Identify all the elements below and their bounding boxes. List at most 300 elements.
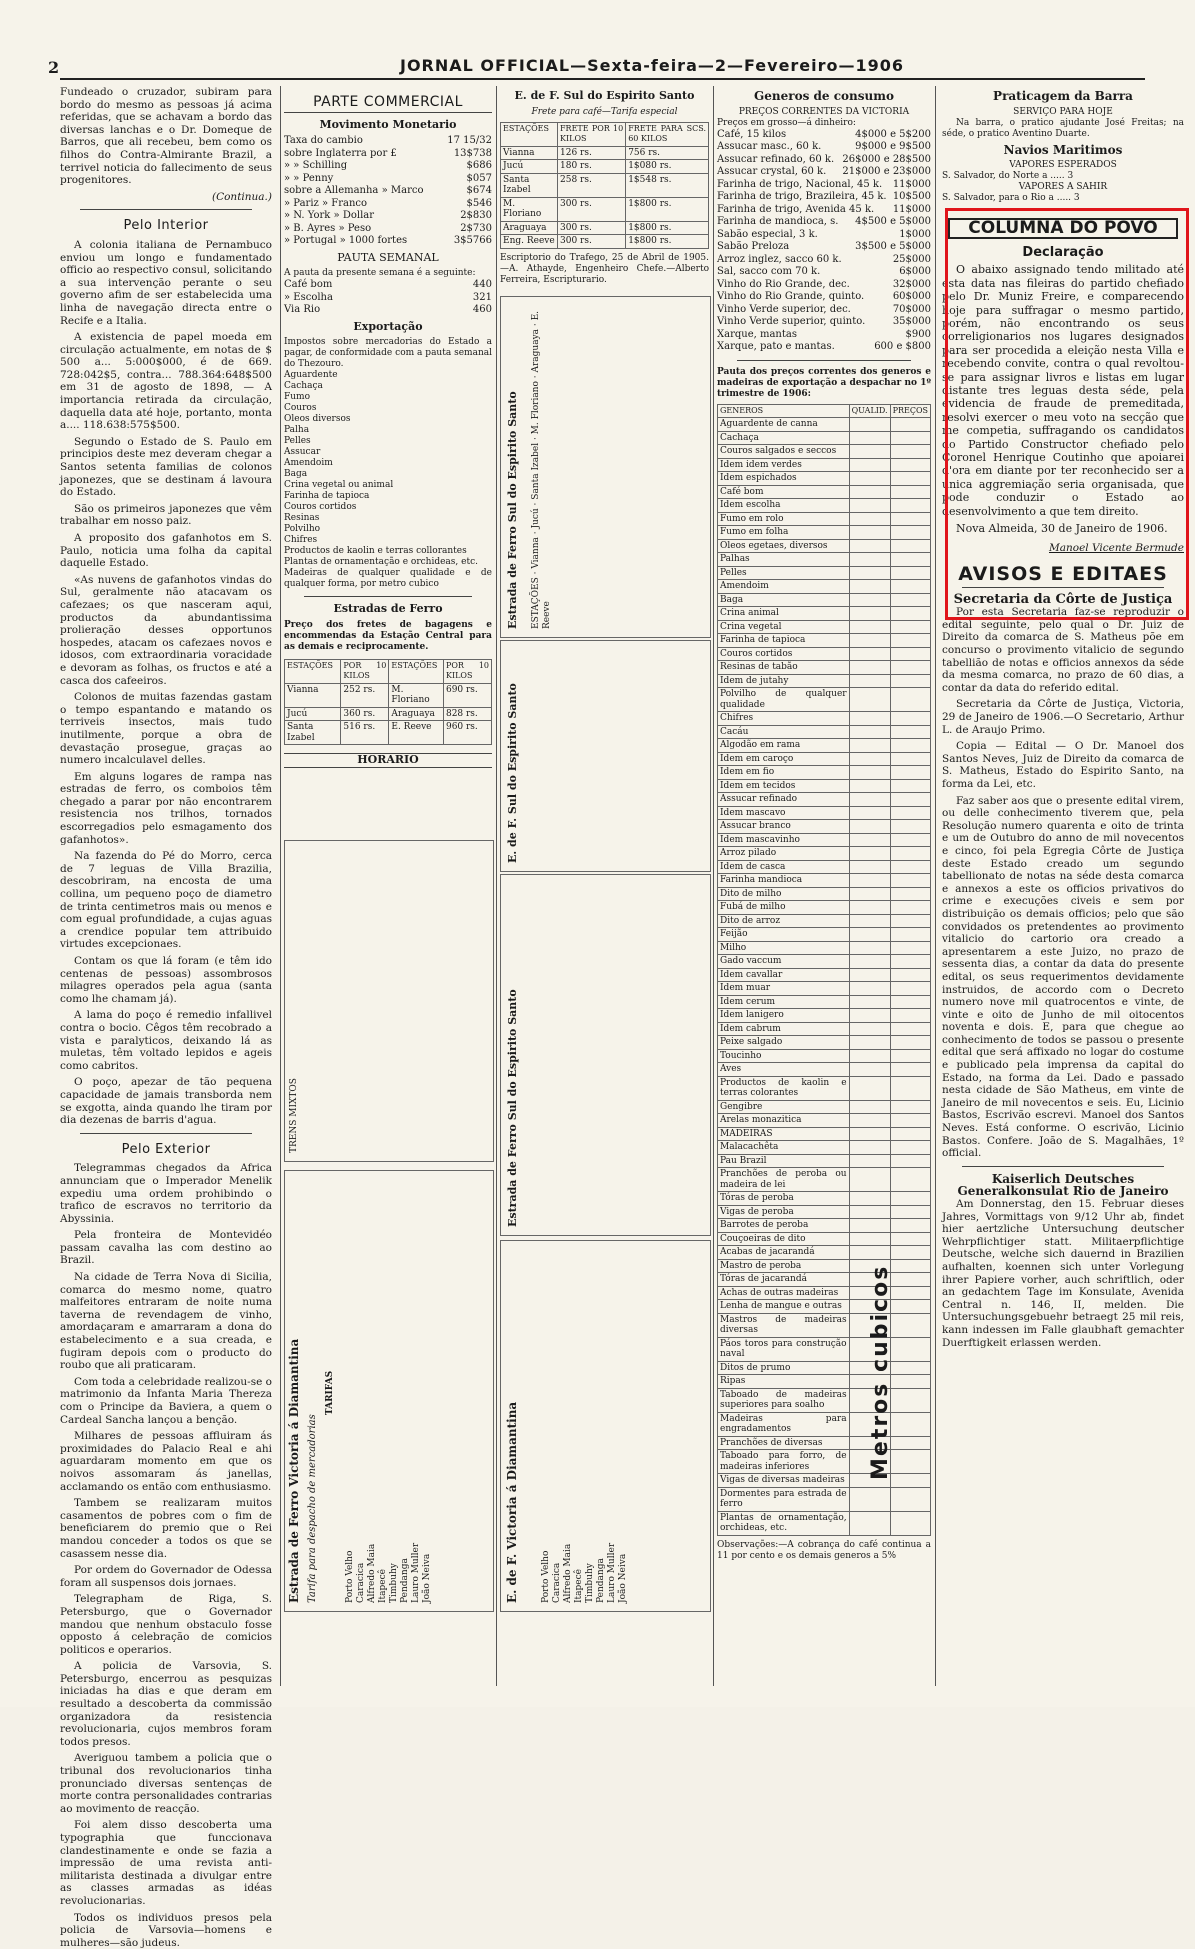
divider <box>962 1166 1164 1167</box>
table-cell: Gengibre <box>718 1100 850 1114</box>
table-cell: Idem em tecidos <box>718 779 850 793</box>
table-cell <box>890 553 930 567</box>
station-name: Timbuhy <box>585 1563 595 1603</box>
table-cell <box>849 793 890 807</box>
price-row <box>717 279 931 292</box>
victoria-passagens-table <box>500 1240 711 1612</box>
pauta-intro: A pauta da presente semana é a seguinte: <box>284 268 476 279</box>
table-row <box>718 539 931 553</box>
page-number: 2 <box>48 58 60 77</box>
table-row <box>718 793 931 807</box>
table-row <box>718 1168 931 1192</box>
table-row <box>718 833 931 847</box>
table-row <box>718 1100 931 1114</box>
table-cell: Dito de arroz <box>718 914 850 928</box>
table-row <box>718 914 931 928</box>
paragraph: Faz saber aos que o presente edital virem, ou delle conhecimento tiverem que, pela Resolução numero quarenta e oito de trinta e um de Outubro do anno de mil novecentos e cinco, foi pela Egregia Côrte de Justiça deste Estado creado um segundo tabellionato de notas na séde desta comarca e annexos a este os officios privativos do crime e execuções civeis e sem por distribuição os demais officios; pelo que são convidados os pretendentes ao provimento vitalicio do cartorio ora creado a apresentarem a este Juizo, no prazo de sessenta dias, a contar da data do presente edital, os seus requerimentos devidamente instruidos, de accordo com o Decreto numero nove mil quatrocentos e vinte, de vinte e oito de Junho de mil oitocentos noventa e dois. E, para que chegue ao conhecimento de todos se passou o presente edital que será affixado no logar do costume e publicado pela imprensa da capital do Estado, na forma da Lei. Dado e passado nesta cidade de São Matheus, em vinte de Janeiro de mil novecentos e seis. Eu, Licinio Bastos, Escrivão escrevi. Manoel dos Santos Neves. Está conforme. O escrivão, Licinio Bastos. Confere. João de S. Magalhães, 1º official. <box>942 794 1184 1160</box>
table-cell <box>849 580 890 594</box>
table-cell: Fumo em folha <box>718 526 850 540</box>
station-name: Lauro Muller <box>607 1542 617 1603</box>
table-cell: Cachaça <box>718 431 850 445</box>
table-cell <box>890 445 930 459</box>
column-rule <box>280 86 281 1686</box>
table-cell: Idem cabrum <box>718 1022 850 1036</box>
item-label: Farinha de mandioca, s. <box>717 216 839 228</box>
station-name: Alfredo Maia <box>563 1543 573 1603</box>
masthead-title: JORNAL OFFICIAL—Sexta-feira—2—Fevereiro—1906 <box>400 56 905 75</box>
table-cell <box>849 739 890 753</box>
table-cell <box>849 820 890 834</box>
item-label: Café bom <box>284 279 333 291</box>
paragraph: O poço, apezar de tão pequena capacidade de jamais transborda nem se exgotta, ainda quando lhe tiram por dia dezenas de barris d'agua. <box>60 1076 272 1127</box>
table-cell <box>890 1049 930 1063</box>
table-cell: Taboado para forro, de madeiras inferiores <box>718 1450 850 1474</box>
paragraph: Tambem se realizaram muitos casamentos de pobres com o fim de beneficiarem do premio que o Rei mandou conceder a todos os que se casassem nesse dia. <box>60 1497 272 1560</box>
masthead-rule <box>60 56 1145 80</box>
paragraph: Colonos de muitas fazendas gastam o tempo espantando e matando os terriveis insectos, mais tudo inutilmente, porque a obra de devastação prosegue, graças ao numero incalculavel delles. <box>60 691 272 767</box>
table-cell <box>849 887 890 901</box>
item-label: Assucar refinado, 60 k. <box>717 153 835 165</box>
table-cell: Tóras de jacarandá <box>718 1273 850 1287</box>
paragraph: A proposito dos gafanhotos em S. Paulo, noticia uma folha da capital daquelle Estado. <box>60 532 272 570</box>
table-cell: Resinas de tabão <box>718 661 850 675</box>
exportacao-item: Couros cortidos <box>284 502 357 513</box>
table-row <box>718 445 931 459</box>
station-list: ESTAÇÕES · Vianna · Jucú · Santa Izabel · M. Floriano · Araguaya · E. Reeve <box>531 310 552 629</box>
table-cell: Vigas de peroba <box>718 1205 850 1219</box>
table-cell <box>849 968 890 982</box>
paragraph: Segundo o Estado de S. Paulo em principios deste mez deveram chegar a Santos setenta familias de colonos japonezes, que se destinam á lavoura do Estado. <box>60 435 272 499</box>
station-name: João Neiva <box>618 1553 628 1603</box>
table-cell <box>890 1100 930 1114</box>
table-row <box>718 1259 931 1273</box>
column-header: FRETE POR 10 KILOS <box>558 122 626 146</box>
table-cell: Idem em caroço <box>718 752 850 766</box>
paragraph: São os primeiros japonezes que vêm trabalhar em nosso paiz. <box>60 502 272 528</box>
navios-heading: Navios Maritimos <box>1003 142 1123 157</box>
table-row <box>718 593 931 607</box>
station-name: Itapecê <box>378 1569 388 1603</box>
table-cell: M. Floriano <box>501 197 558 221</box>
exportacao-item: Productos de kaolin e terras collorantes <box>284 546 467 557</box>
table-cell <box>849 634 890 648</box>
item-label: Vinho Verde superior, quinto. <box>717 316 866 328</box>
table-cell: Arroz pilado <box>718 847 850 861</box>
table-row <box>718 1192 931 1206</box>
table-cell: Oleos egetaes, diversos <box>718 539 850 553</box>
station-name: João Neiva <box>422 1553 432 1603</box>
exportacao-item: Chifres <box>284 535 318 546</box>
table-cell <box>890 968 930 982</box>
paragraph: Por esta Secretaria faz-se reproduzir o edital seguinte, pelo qual o Dr. Juiz de Direito da comarca de S. Matheus põe em concurso o provimento vitalicio de segundo tabellião de notas e officios annexos da séde da mesma comarca, no prazo de 60 dias, a contar da data do referido edital. <box>942 606 1184 694</box>
kaiser-text: Am Donnerstag, den 15. Februar dieses Jahres, Vormittags von 9/12 Uhr ab, findet hier aertzliche Untersuchung deutscher Wehrpflichtiger statt. Militaerpflichtige Deutsche, welche sich dauernd in Brazilien aufhalten, koennen sich unter Vorlegung ihrer Papiere vorher, auch schriftlich, oder an gedachtem Tage im Konsulate, Avenida Central n. 146, II, melden. Die Untersuchungsgebuehr betraegt 25 mil reis, kann indessen im Falle glaubhaft gemachter Duerftigkeit erlassen werden. <box>942 1198 1184 1349</box>
exportacao-item: Pelles <box>284 436 311 447</box>
pauta-heading: PAUTA SEMANAL <box>337 250 439 264</box>
item-label: » Escolha <box>284 291 333 303</box>
price-row <box>717 179 931 192</box>
station-name: Alfredo Maia <box>367 1543 377 1603</box>
table-cell: Barrotes de peroba <box>718 1219 850 1233</box>
table-cell <box>849 725 890 739</box>
table-cell <box>849 847 890 861</box>
praticagem-sub: SERVIÇO PARA HOJE <box>1013 106 1113 117</box>
generos-heading: Generos de consumo <box>754 89 894 103</box>
exterior-article <box>60 1162 272 1949</box>
table-cell <box>849 1076 890 1100</box>
rotated-heading: E. de F. Victoria á Diamantina <box>505 1401 519 1603</box>
table-cell: M. Floriano <box>389 683 444 707</box>
paragraph: Milhares de pessoas affluiram ás proximidades do Palacio Real e ahi aguardaram momento em que os noivos assomaram ás janellas, acclamando os então com enthusiasmo. <box>60 1430 272 1493</box>
table-row <box>718 1232 931 1246</box>
article-text: Fundeado o cruzador, subiram para bordo do mesmo as pessoas já acima referidas, que se achavam a bordo das diversas lanchas e o Dr. Domeque de Barros, que ali recebeu, bem como os filhos do Contra-Almirante Brazil, a terrivel noticia do fallecimento de seus progenitores. <box>60 86 272 187</box>
paragraph: Por ordem do Governador de Odessa foram all suspensos dois jornaes. <box>60 1564 272 1589</box>
table-row <box>718 847 931 861</box>
paragraph: Em alguns logares de rampa nas estradas de ferro, os comboios têm chegado a parar por não encontrarem resistencia nos trilhos, tornados escorregadios pelo esmagamento dos gafanhotos». <box>60 770 272 846</box>
table-row <box>718 1286 931 1300</box>
column-1 <box>60 86 272 1949</box>
table-row <box>718 955 931 969</box>
table-cell: Ditos de prumo <box>718 1361 850 1375</box>
table-cell: 300 rs. <box>558 235 626 249</box>
table-cell <box>890 593 930 607</box>
station-name: Itapecê <box>574 1569 584 1603</box>
table-cell <box>849 1009 890 1023</box>
item-label: Sabão especial, 3 k. <box>717 228 818 240</box>
table-cell: Idem de jutahy <box>718 674 850 688</box>
table-cell: Mastros de madeiras diversas <box>718 1313 850 1337</box>
table-cell <box>890 1205 930 1219</box>
table-cell <box>890 1063 930 1077</box>
table-cell <box>890 1511 930 1535</box>
table-row <box>718 418 931 432</box>
table-cell <box>890 1487 930 1511</box>
table-cell: Dormentes para estrada de ferro <box>718 1487 850 1511</box>
pauta-row <box>284 292 492 305</box>
declaracao-heading: Declaração <box>1022 244 1104 260</box>
column-header: FRETE PARA SCS. 60 KILOS <box>626 122 709 146</box>
price-row <box>717 166 931 179</box>
table-cell: Assucar branco <box>718 820 850 834</box>
vapores-sahir: S. Salvador, para o Rio a ..... 3 <box>942 193 1080 204</box>
table-row <box>718 941 931 955</box>
table-row <box>285 721 492 745</box>
table-cell <box>849 779 890 793</box>
table-cell <box>890 725 930 739</box>
table-cell: Araguaya <box>389 707 444 721</box>
table-cell <box>849 526 890 540</box>
paragraph: Secretaria da Côrte de Justiça, Victoria, 29 de Janeiro de 1906.—O Secretario, Arthur L. de Araujo Primo. <box>942 698 1184 736</box>
horario-table <box>284 840 494 1162</box>
table-cell: Farinha de tapioca <box>718 634 850 648</box>
price-row <box>717 291 931 304</box>
table-cell: E. Reeve <box>389 721 444 745</box>
table-row <box>718 1436 931 1450</box>
table-row <box>718 1219 931 1233</box>
station-name: Pendanga <box>596 1558 606 1603</box>
trens-mixtos-label: TRENS MIXTOS <box>289 1078 299 1153</box>
table-cell <box>849 431 890 445</box>
table-cell <box>890 1168 930 1192</box>
paragraph: Pela fronteira de Montevidéo passam cavalha las com destino ao Brazil. <box>60 1229 272 1267</box>
paragraph: A lama do poço é remedio infallivel contra o bocio. Cêgos têm recobrado a vista e paralyticos, deixando lá as muletas, têm voltado lepidos e ageis como cabritos. <box>60 1009 272 1072</box>
generos-intro: Preços em grosso—á dinheiro: <box>717 117 856 128</box>
table-cell <box>849 661 890 675</box>
cambio-row <box>284 198 492 211</box>
praticagem-text: Na barra, o pratico ajudante José Freitas; na séde, o pratico Aventino Duarte. <box>942 117 1184 139</box>
victoria-heading: Estrada de Ferro Victoria á Diamantina <box>287 1338 301 1603</box>
table-cell <box>890 712 930 726</box>
vapores-esperados-label: VAPORES ESPERADOS <box>1009 160 1117 171</box>
table-cell: Fubá de milho <box>718 901 850 915</box>
paragraph: Na cidade de Terra Nova di Sicilia, comarca do mesmo nome, quatro malfeitores entraram de noite numa taverna de revendagem de vinho, amordaçaram e amarraram a dona do estabelecimento e a sua creada, e fugiram depois com o producto do roubo que ali praticaram. <box>60 1271 272 1372</box>
table-cell: Arelas monazitica <box>718 1114 850 1128</box>
table-row <box>718 1300 931 1314</box>
victoria-sub: Tarifa para despacho de mercadorias <box>307 1414 318 1603</box>
table-cell <box>890 620 930 634</box>
table-cell: Pau Brazil <box>718 1154 850 1168</box>
table-cell <box>849 1049 890 1063</box>
cambio-row <box>284 160 492 173</box>
table-cell: Vianna <box>285 683 341 707</box>
table-cell <box>890 928 930 942</box>
item-value: 70$000 <box>892 303 931 315</box>
cambio-row <box>284 223 492 236</box>
item-label: » » Schilling <box>284 160 348 172</box>
table-cell: Baga <box>718 593 850 607</box>
table-cell: Idem mascavo <box>718 806 850 820</box>
table-cell <box>849 1063 890 1077</box>
table-cell: Milho <box>718 941 850 955</box>
item-label: sobre Inglaterra por £ <box>284 147 397 159</box>
table-cell <box>890 580 930 594</box>
table-cell <box>890 887 930 901</box>
table-cell <box>890 1154 930 1168</box>
cambio-row <box>284 185 492 198</box>
table-row <box>718 860 931 874</box>
paragraph: Averiguou tambem a policia que o tribunal dos revolucionarios tinha pronunciado diversas sentenças de morte contra personalidades contrarias ao movimento de reacção. <box>60 1752 272 1815</box>
exportacao-item: Fumo <box>284 392 310 403</box>
table-cell: Algodão em rama <box>718 739 850 753</box>
divider <box>80 1133 252 1134</box>
table-cell: 690 rs. <box>443 683 491 707</box>
table-row <box>718 647 931 661</box>
table-cell: 258 rs. <box>558 173 626 197</box>
table-cell: Acabas de jacarandá <box>718 1246 850 1260</box>
table-row <box>501 197 709 221</box>
price-row <box>717 266 931 279</box>
item-label: Vinho Verde superior, dec. <box>717 303 851 315</box>
station-name: Porto Velho <box>541 1550 551 1603</box>
price-row <box>717 241 931 254</box>
paragraph: Copia — Edital — O Dr. Manoel dos Santos Neves, Juiz de Direito da comarca de S. Matheus, Estado do Espirito Santo, na forma da Lei, etc. <box>942 740 1184 790</box>
table-cell: Mastro de peroba <box>718 1259 850 1273</box>
generos-table <box>717 404 931 1536</box>
cambio-row <box>284 135 492 148</box>
table-cell: Santa Izabel <box>501 173 558 197</box>
table-cell <box>849 1192 890 1206</box>
table-row <box>718 1487 931 1511</box>
table-cell <box>890 752 930 766</box>
exportacao-item: Polvilho <box>284 524 321 535</box>
pauta-table <box>284 279 492 317</box>
table-row <box>718 458 931 472</box>
paragraph: Telegrapham de Riga, S. Petersburgo, que o Governador mandou que nenhum obstaculo fosse opposto á celebração de comicios politicos e operarios. <box>60 1593 272 1656</box>
exportacao-intro: Impostos sobre mercadorias do Estado a pagar, de conformidade com a pauta semanal do Thezouro. <box>284 337 492 370</box>
table-cell <box>890 1076 930 1100</box>
table-cell: 180 rs. <box>558 160 626 174</box>
table-cell <box>849 647 890 661</box>
cambio-row <box>284 173 492 186</box>
table-cell: Aguardente de canna <box>718 418 850 432</box>
paragraph: Contam os que lá foram (e têm ido centenas de pessoas) assombrosos milagres operados pela agua (santa como lhe chamam já). <box>60 955 272 1005</box>
table-cell <box>890 1127 930 1141</box>
station-name: Lauro Muller <box>411 1542 421 1603</box>
price-row <box>717 141 931 154</box>
frete-cafe-table <box>500 122 709 249</box>
item-label: Vinho do Rio Grande, dec. <box>717 278 850 290</box>
fretes-table <box>284 659 492 746</box>
table-cell: Idem escolha <box>718 499 850 513</box>
sul-espirito-heading: E. de F. Sul do Espirito Santo <box>514 89 695 102</box>
table-row <box>718 874 931 888</box>
table-row <box>718 485 931 499</box>
table-row <box>718 1009 931 1023</box>
rotated-heading: Estrada de Ferro Sul do Espirito Santo <box>506 989 519 1227</box>
paragraph: A policia de Varsovia, S. Petersburgo, encerrou as pesquizas iniciadas ha dias e que deram em resultado a descoberta da commissão organizadora da resistencia revolucionaria, cujos membros foram todos presos. <box>60 1660 272 1748</box>
column-header: ESTAÇÕES <box>501 122 558 146</box>
item-value: 440 <box>472 279 492 291</box>
table-cell: 300 rs. <box>558 197 626 221</box>
exportacao-item: Cachaça <box>284 381 323 392</box>
table-cell: 828 rs. <box>443 707 491 721</box>
table-row <box>718 712 931 726</box>
table-cell <box>890 1036 930 1050</box>
table-cell: Gado vaccum <box>718 955 850 969</box>
item-value: 9$000 e 9$500 <box>855 141 931 153</box>
table-cell: Feijão <box>718 928 850 942</box>
table-cell <box>849 485 890 499</box>
table-row <box>718 779 931 793</box>
table-row <box>718 661 931 675</box>
table-row <box>718 499 931 513</box>
cambio-table <box>284 135 492 248</box>
table-cell <box>849 928 890 942</box>
movimento-heading: Movimento Monetario <box>319 117 457 131</box>
table-cell <box>890 914 930 928</box>
item-value: 17 15/32 <box>447 135 492 147</box>
pauta-row <box>284 279 492 292</box>
table-cell <box>890 1114 930 1128</box>
table-row <box>718 674 931 688</box>
table-row <box>718 526 931 540</box>
victoria-tarifa-table <box>284 1170 494 1612</box>
table-cell <box>890 833 930 847</box>
price-row <box>717 329 931 342</box>
table-cell: Jucú <box>501 160 558 174</box>
table-cell <box>849 1100 890 1114</box>
table-cell <box>849 620 890 634</box>
table-cell <box>849 1168 890 1192</box>
table-cell <box>849 1487 890 1511</box>
table-cell <box>849 1511 890 1535</box>
exportacao-item: Farinha de tapioca <box>284 491 370 502</box>
vapores-sahir-label: VAPORES A SAHIR <box>1018 182 1108 193</box>
declaracao-date: Nova Almeida, 30 de Janeiro de 1906. <box>956 522 1168 536</box>
cambio-row <box>284 210 492 223</box>
divider <box>737 360 911 361</box>
table-cell: Plantas de ornamentação, orchideas, etc. <box>718 1511 850 1535</box>
table-cell <box>890 820 930 834</box>
table-row <box>718 688 931 712</box>
vapores-esperados: S. Salvador, do Norte a ..... 3 <box>942 171 1074 182</box>
table-cell: Idem cavallar <box>718 968 850 982</box>
item-label: » Portugal » 1000 fortes <box>284 235 408 247</box>
table-row <box>718 752 931 766</box>
price-row <box>717 304 931 317</box>
table-cell <box>849 566 890 580</box>
item-label: Sal, sacco com 70 k. <box>717 266 821 278</box>
table-cell <box>849 1036 890 1050</box>
item-value: 3$5766 <box>453 235 492 247</box>
item-value: 6$000 <box>899 266 931 278</box>
exportacao-item: Plantas de ornamentação e orchideas, etc. <box>284 557 478 568</box>
table-cell <box>849 418 890 432</box>
table-row <box>718 1361 931 1375</box>
exportacao-item: Couros <box>284 403 317 414</box>
item-label: Café, 15 kilos <box>717 128 787 140</box>
table-cell <box>890 458 930 472</box>
table-cell <box>849 445 890 459</box>
estradas-heading: Estradas de Ferro <box>333 602 443 616</box>
table-row <box>718 1141 931 1155</box>
table-cell: Crina vegetal <box>718 620 850 634</box>
table-row <box>718 634 931 648</box>
table-cell: Amendoim <box>718 580 850 594</box>
table-cell: 300 rs. <box>558 221 626 235</box>
tarifas-label: TARIFAS <box>325 1370 335 1416</box>
paragraph: Todos os individuos presos pela policia de Varsovia—homens e mulheres—são judeus. <box>60 1911 272 1949</box>
paragraph: Foi alem disso descoberta uma typographia que funccionava clandestinamente e onde se fazia a impressão de uma revista anti-militarista destinada a divulgar entre as classes armadas as idéas revolucionarias. <box>60 1819 272 1907</box>
table-row <box>718 1154 931 1168</box>
table-cell: Vianna <box>501 146 558 160</box>
table-cell: 1$800 rs. <box>626 221 709 235</box>
continua-note: (Continua.) <box>211 190 272 203</box>
item-label: Farinha de trigo, Brazileira, 45 k. <box>717 191 887 203</box>
table-cell: Chifres <box>718 712 850 726</box>
table-cell <box>849 499 890 513</box>
table-cell <box>890 688 930 712</box>
table-cell: Taboado de madeiras superiores para soalho <box>718 1388 850 1412</box>
table-cell <box>849 458 890 472</box>
table-cell <box>890 634 930 648</box>
item-value: 10$500 <box>892 191 931 203</box>
estradas-sub: Preço dos fretes de bagagens e encommendas da Estação Central para as demais e reciprocamente. <box>284 619 492 652</box>
trens-sul-table <box>500 296 711 638</box>
table-cell: Idem cerum <box>718 995 850 1009</box>
table-cell <box>890 982 930 996</box>
item-value: 60$000 <box>892 291 931 303</box>
table-cell: Idem de casca <box>718 860 850 874</box>
item-label: Arroz inglez, sacco 60 k. <box>717 253 842 265</box>
item-value: 3$500 e 5$000 <box>855 241 931 253</box>
section-heading-interior: Pelo Interior <box>123 218 209 234</box>
item-value: 13$738 <box>453 147 492 159</box>
table-row <box>718 968 931 982</box>
item-value: $674 <box>466 185 492 197</box>
price-row <box>717 129 931 142</box>
item-label: Vinho do Rio Grande, quinto. <box>717 291 865 303</box>
table-cell: Couros cortidos <box>718 647 850 661</box>
